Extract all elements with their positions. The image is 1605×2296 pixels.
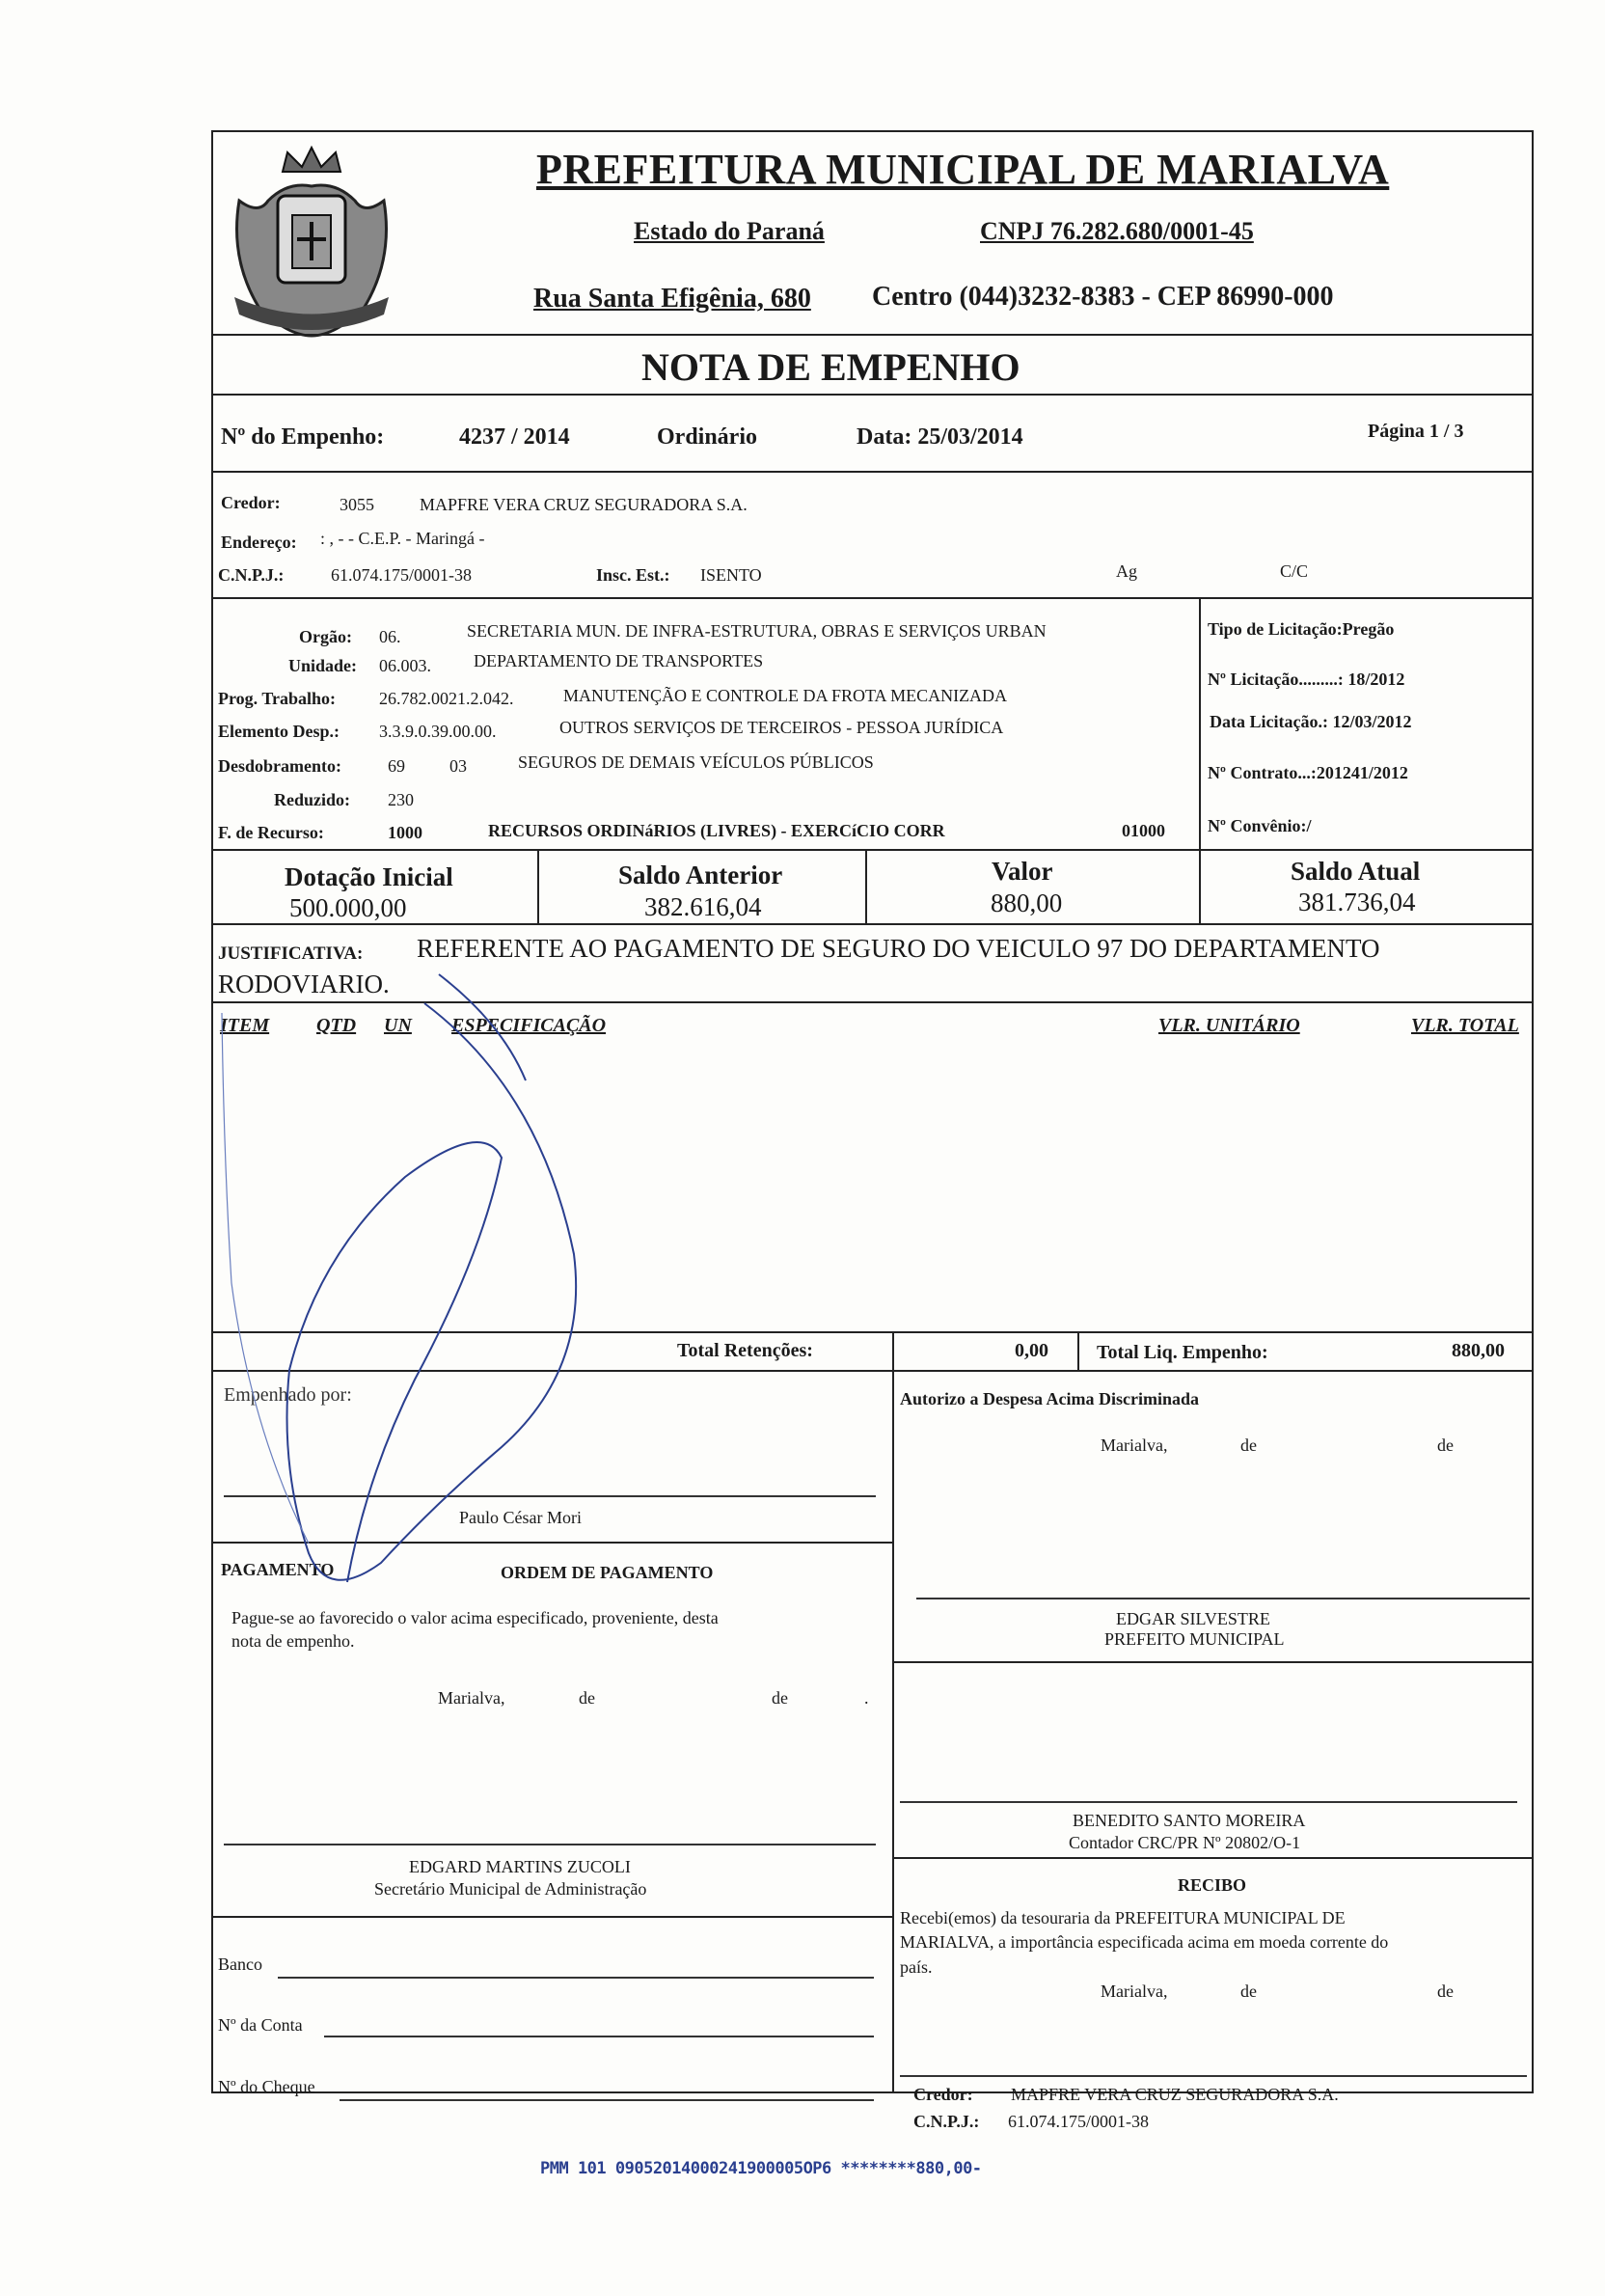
- licitacao-data: Data Licitação.: 12/03/2012: [1210, 712, 1412, 731]
- district-phone-label: Centro (044)3232-8383 - CEP 86990-000: [872, 282, 1334, 312]
- secretario-role: Secretário Municipal de Administração: [374, 1879, 647, 1899]
- conta-label: Nº da Conta: [218, 2015, 303, 2035]
- unidade-code: 06.003.: [379, 656, 431, 675]
- recibo-de2: de: [1437, 1982, 1454, 2001]
- account-label: C/C: [1280, 561, 1309, 581]
- total-liq-value: 880,00: [1452, 1340, 1505, 1361]
- contador-role: Contador CRC/PR Nº 20802/O-1: [1069, 1833, 1301, 1852]
- valor-value: 880,00: [991, 888, 1063, 917]
- valor-label: Valor: [992, 857, 1053, 886]
- empenho-date: Data: 25/03/2014: [857, 424, 1023, 450]
- saldo-anterior-label: Saldo Anterior: [618, 861, 783, 889]
- dotacao-value: 500.000,00: [289, 893, 407, 922]
- credor-cnpj: 61.074.175/0001-38: [331, 565, 472, 585]
- recibo-cnpj-label: C.N.P.J.:: [913, 2112, 980, 2131]
- saldo-atual-value: 381.736,04: [1298, 888, 1416, 916]
- credor-name: MAPFRE VERA CRUZ SEGURADORA S.A.: [420, 495, 748, 514]
- fonte-name: RECURSOS ORDINáRIOS (LIVRES) - EXERCíCIO CORR: [488, 821, 945, 840]
- cnpj-label: CNPJ 76.282.680/0001-45: [980, 217, 1254, 245]
- justificativa-label: JUSTIFICATIVA:: [218, 943, 364, 964]
- insc-value: ISENTO: [700, 565, 762, 585]
- dotacao-label: Dotação Inicial: [285, 862, 453, 891]
- document-title: NOTA DE EMPENHO: [641, 345, 1020, 389]
- pagamento-dot: .: [864, 1688, 869, 1708]
- contrato-numero: Nº Contrato...:201241/2012: [1208, 763, 1408, 782]
- page-number: Página 1 / 3: [1368, 421, 1464, 442]
- empenho-number-label: Nº do Empenho:: [221, 424, 385, 450]
- saldo-anterior-value: 382.616,04: [644, 892, 762, 921]
- recibo-de1: de: [1240, 1982, 1257, 2001]
- items-header-vlr-unitario: VLR. UNITÁRIO: [1158, 1015, 1300, 1036]
- fonte-label: F. de Recurso:: [218, 823, 324, 842]
- autorizo-label: Autorizo a Despesa Acima Discriminada: [900, 1389, 1199, 1408]
- state-label: Estado do Paraná: [634, 217, 825, 245]
- prog-code: 26.782.0021.2.042.: [379, 689, 514, 708]
- autorizo-de2: de: [1437, 1435, 1454, 1455]
- desdobramento-label: Desdobramento:: [218, 756, 341, 776]
- desdobramento-code1: 69: [388, 756, 405, 776]
- prog-name: MANUTENÇÃO E CONTROLE DA FROTA MECANIZADA: [563, 686, 1008, 705]
- licitacao-tipo: Tipo de Licitação:Pregão: [1208, 619, 1395, 639]
- empenhado-por-label: Empenhado por:: [224, 1384, 352, 1406]
- prefeito-name: EDGAR SILVESTRE: [1116, 1609, 1270, 1628]
- convenio-numero: Nº Convênio:/: [1208, 816, 1312, 835]
- desdobramento-code2: 03: [449, 756, 467, 776]
- cnpj-field-label: C.N.P.J.:: [218, 565, 285, 585]
- address-label: Rua Santa Efigênia, 680: [533, 284, 811, 314]
- total-liq-label: Total Liq. Empenho:: [1097, 1342, 1268, 1363]
- licitacao-numero: Nº Licitação.........: 18/2012: [1208, 670, 1405, 689]
- saldo-atual-label: Saldo Atual: [1291, 857, 1421, 886]
- recibo-text-line3: país.: [900, 1957, 933, 1977]
- unidade-label: Unidade:: [288, 656, 358, 675]
- coat-of-arms-icon: [220, 143, 403, 341]
- cheque-label: Nº do Cheque: [218, 2077, 315, 2096]
- orgao-code: 06.: [379, 627, 401, 646]
- orgao-label: Orgão:: [299, 627, 352, 646]
- pagamento-text-line2: nota de empenho.: [231, 1631, 355, 1651]
- insc-label: Insc. Est.:: [596, 565, 670, 585]
- total-retencoes-value: 0,00: [1015, 1340, 1048, 1361]
- autorizo-de1: de: [1240, 1435, 1257, 1455]
- recibo-cnpj-value: 61.074.175/0001-38: [1008, 2112, 1149, 2131]
- credor-code: 3055: [340, 495, 374, 514]
- org-title: PREFEITURA MUNICIPAL DE MARIALVA: [536, 146, 1390, 193]
- recibo-label: RECIBO: [1178, 1875, 1247, 1895]
- address-field-label: Endereço:: [221, 533, 297, 552]
- empenhado-name: Paulo César Mori: [459, 1508, 582, 1527]
- recibo-credor-label: Credor:: [913, 2085, 973, 2104]
- recibo-credor-name: MAPFRE VERA CRUZ SEGURADORA S.A.: [1011, 2085, 1339, 2104]
- fonte-code2: 01000: [1122, 821, 1165, 840]
- pagamento-text-line1: Pague-se ao favorecido o valor acima especificado, proveniente, desta: [231, 1608, 719, 1627]
- pagamento-de2: de: [772, 1688, 788, 1708]
- total-retencoes-label: Total Retenções:: [677, 1340, 813, 1361]
- elemento-label: Elemento Desp.:: [218, 722, 340, 741]
- banco-label: Banco: [218, 1954, 262, 1974]
- desdobramento-name: SEGUROS DE DEMAIS VEÍCULOS PÚBLICOS: [518, 752, 874, 772]
- reduzido-value: 230: [388, 790, 414, 809]
- prog-label: Prog. Trabalho:: [218, 689, 337, 708]
- pagamento-place: Marialva,: [438, 1688, 505, 1708]
- fonte-code: 1000: [388, 823, 422, 842]
- justificativa-text-line1: REFERENTE AO PAGAMENTO DE SEGURO DO VEICULO 97 DO DEPARTAMENTO: [417, 934, 1380, 963]
- reduzido-label: Reduzido:: [274, 790, 351, 809]
- credor-label: Credor:: [221, 493, 281, 512]
- elemento-name: OUTROS SERVIÇOS DE TERCEIROS - PESSOA JURÍDICA: [559, 718, 1004, 737]
- empenho-number: 4237 / 2014: [459, 424, 570, 450]
- prefeito-role: PREFEITO MUNICIPAL: [1104, 1629, 1285, 1649]
- footer-print-code: PMM 101 09052014000241900005OP6 ********880,00-: [540, 2159, 982, 2178]
- secretario-name: EDGARD MARTINS ZUCOLI: [409, 1857, 631, 1876]
- items-header-un: UN: [384, 1015, 412, 1036]
- pagamento-de1: de: [579, 1688, 595, 1708]
- ordem-pagamento-label: ORDEM DE PAGAMENTO: [501, 1563, 714, 1582]
- items-header-item: ITEM: [220, 1015, 270, 1036]
- items-header-especificacao: ESPECIFICAÇÃO: [451, 1015, 607, 1036]
- recibo-text-line1: Recebi(emos) da tesouraria da PREFEITURA MUNICIPAL DE: [900, 1908, 1346, 1927]
- autorizo-place: Marialva,: [1101, 1435, 1168, 1455]
- orgao-name: SECRETARIA MUN. DE INFRA-ESTRUTURA, OBRAS E SERVIÇOS URBAN: [467, 621, 1047, 641]
- elemento-code: 3.3.9.0.39.00.00.: [379, 722, 497, 741]
- contador-name: BENEDITO SANTO MOREIRA: [1073, 1811, 1306, 1830]
- empenho-type: Ordinário: [657, 424, 758, 450]
- justificativa-text-line2: RODOVIARIO.: [218, 970, 390, 998]
- items-header-qtd: QTD: [316, 1015, 357, 1036]
- unidade-name: DEPARTAMENTO DE TRANSPORTES: [474, 651, 764, 670]
- agency-label: Ag: [1116, 561, 1137, 581]
- items-header-vlr-total: VLR. TOTAL: [1411, 1015, 1519, 1036]
- credor-address: : , - - C.E.P. - Maringá -: [320, 529, 485, 548]
- recibo-place: Marialva,: [1101, 1982, 1168, 2001]
- pagamento-label: PAGAMENTO: [221, 1560, 335, 1579]
- recibo-text-line2: MARIALVA, a importância especificada acima em moeda corrente do: [900, 1932, 1389, 1952]
